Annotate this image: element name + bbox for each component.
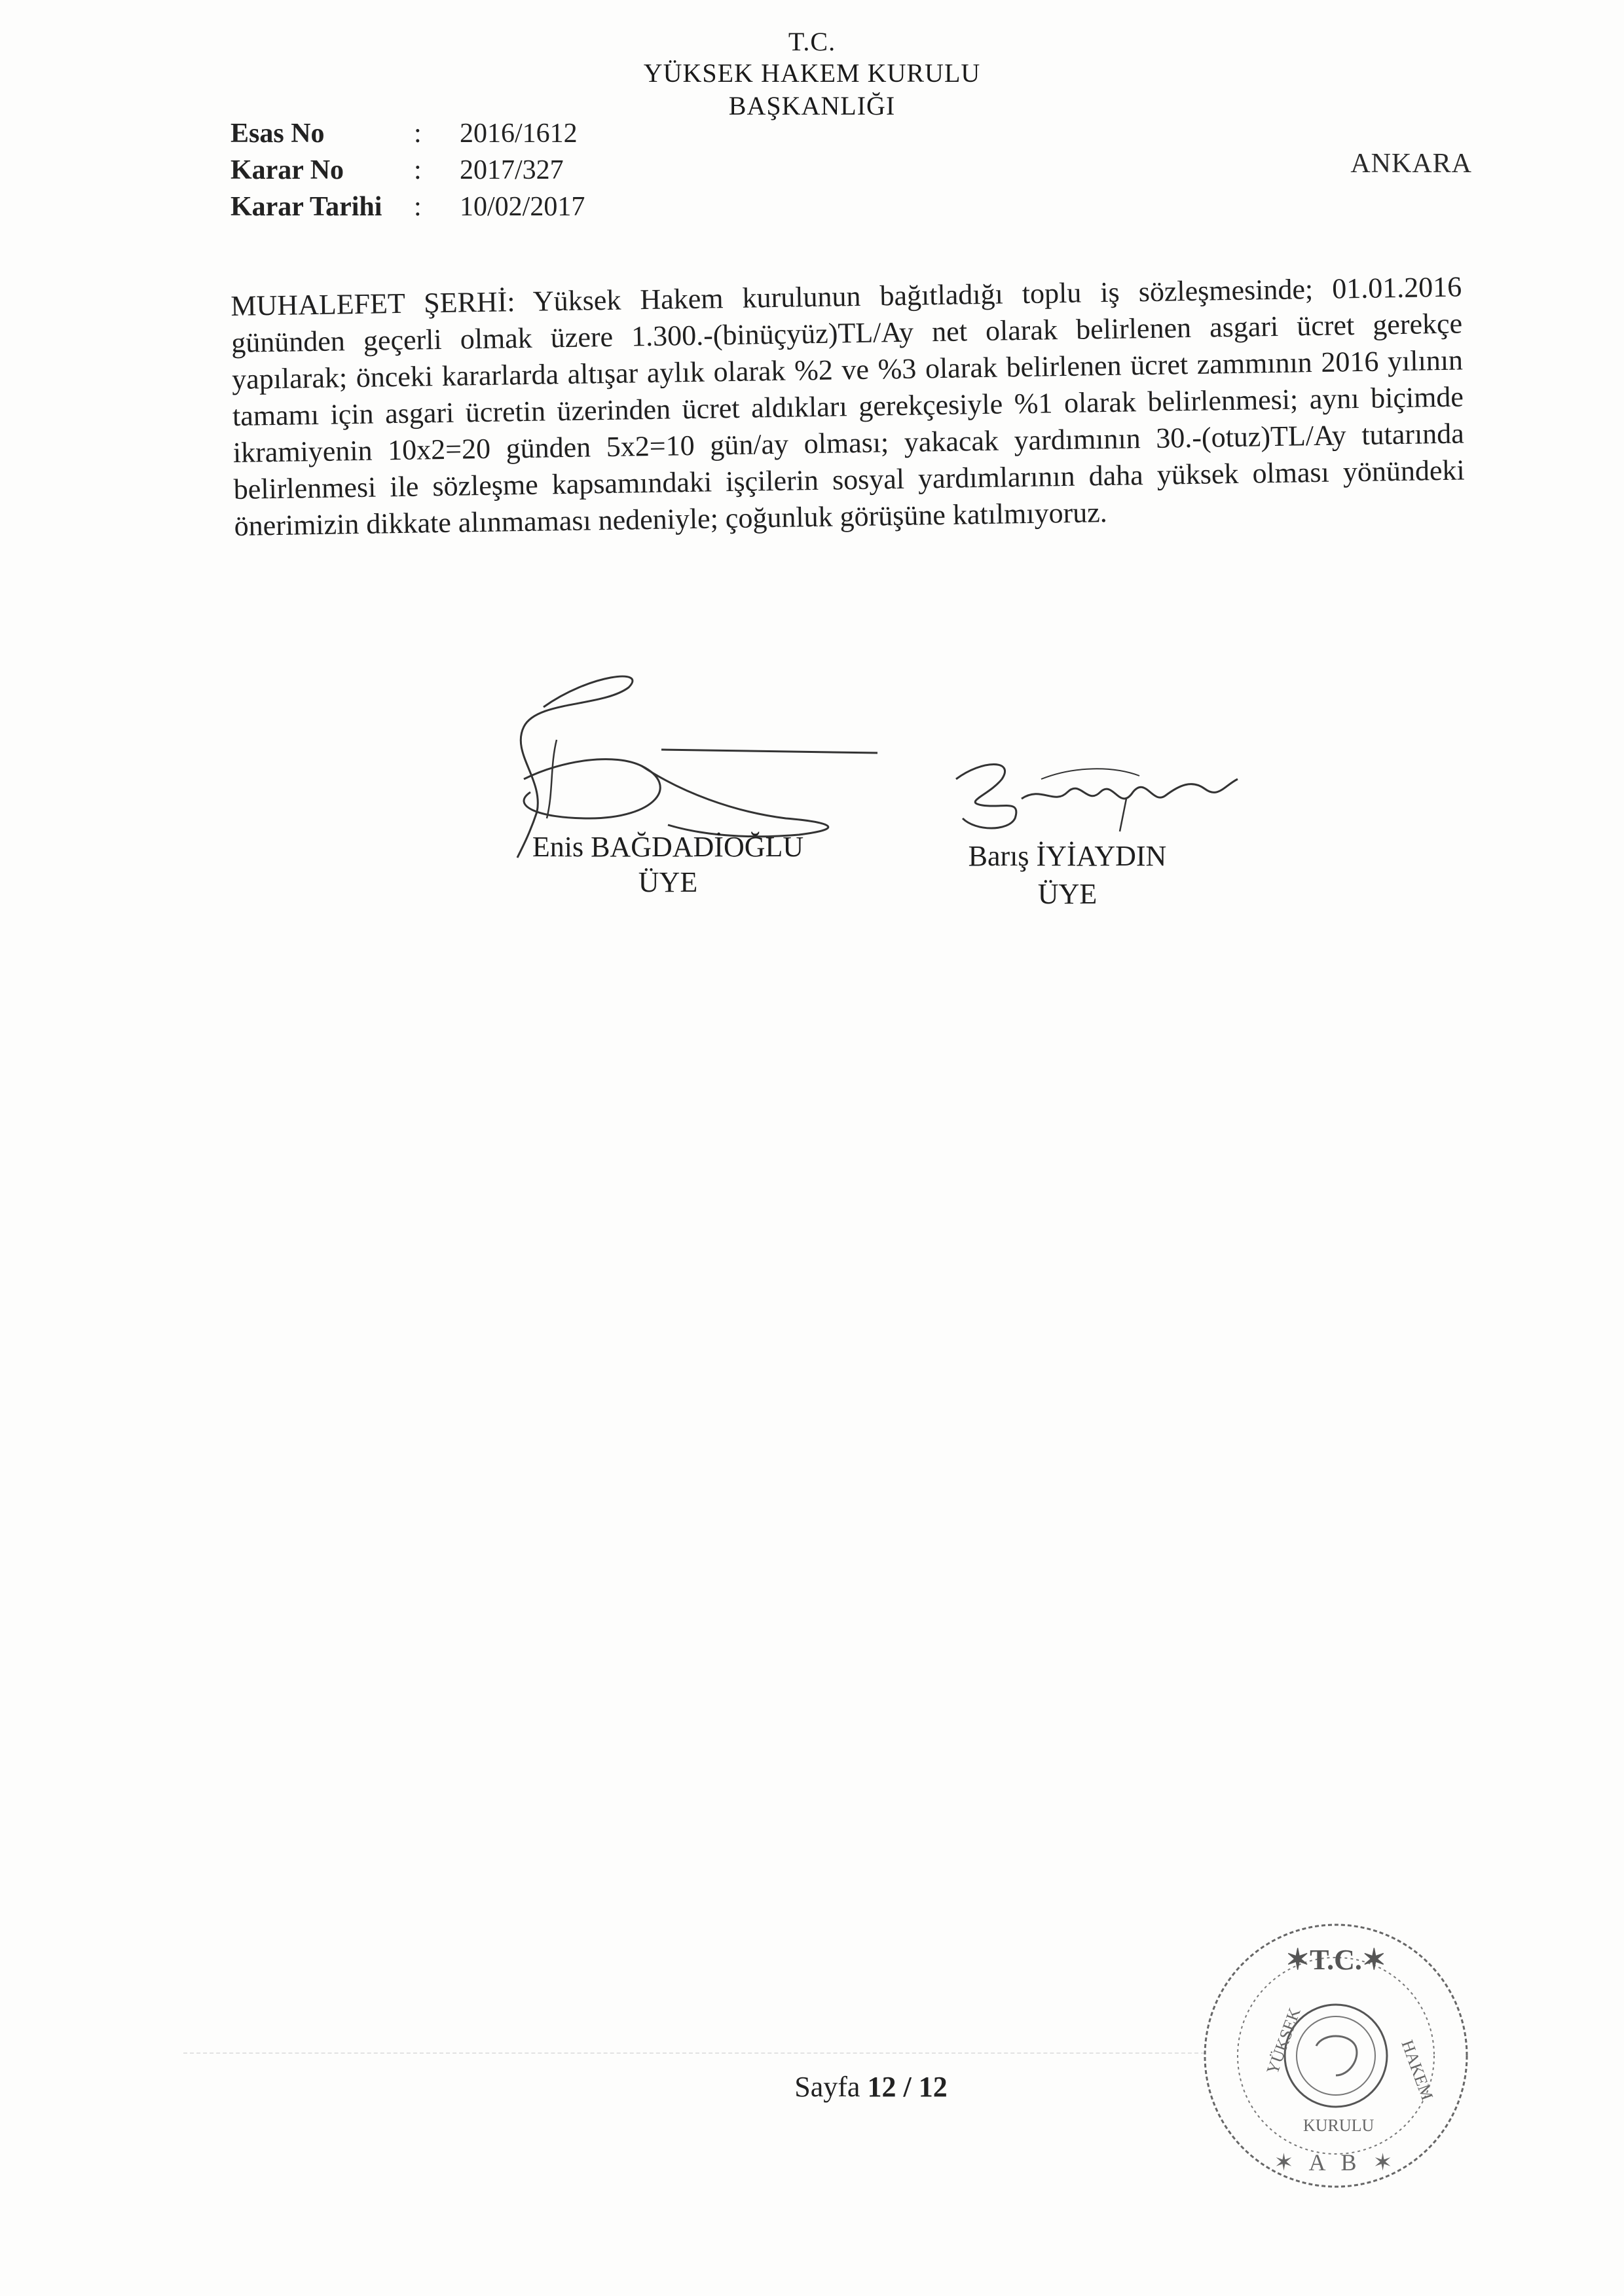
case-esas-row: [231, 118, 578, 149]
header-office: BAŞKANLIĞI: [728, 91, 896, 120]
esas-label: Esas No: [231, 118, 325, 149]
page-label: Sayfa: [794, 2071, 860, 2103]
page-footer: [707, 2070, 1035, 2104]
dissent-text: MUHALEFET ŞERHİ: Yüksek Hakem kurulunun bağıtladığı toplu iş sözleşmesinde; 01.01.2016 gününden geçerli olmak üzere 1.300.-(binüçyüz)TL/Ay net olarak belirlenen asgari ücret gerekçe yapılarak; önceki kararlarda altışar aylık olarak %2 ve %3 olarak belirlenen ücret zammının 2016 yılının tamamı için asgari ücretin üzerinden ücret aldıkları gerekçesiyle %1 olarak belirlenmesi; aynı biçimde ikramiyenin 10x2=20 günden 5x2=10 gün/ay olması; yakacak yardımının 30.-(otuz)TL/Ay tutarında belirlenmesi ile sözleşme kapsamındaki işçilerin sosyal yardımlarının daha yüksek olması yönündeki önerimizin dikkate alınmaması nedeniyle; çoğunluk görüşüne katılmıyoruz.: [231, 270, 1465, 542]
header-city: ANKARA: [1350, 149, 1472, 179]
signatory-1-name: Enis BAĞDADİOĞLU: [532, 831, 804, 863]
tarih-separator: :: [414, 192, 422, 222]
signatory-1-role: ÜYE: [638, 866, 698, 898]
karar-separator: :: [414, 155, 422, 185]
case-tarih-row: [231, 191, 585, 223]
footer-divider: [183, 2052, 1205, 2054]
signatory-2-role: ÜYE: [1037, 878, 1098, 910]
case-karar-row: [231, 155, 564, 186]
esas-separator: :: [414, 118, 422, 149]
svg-text:YÜKSEK: YÜKSEK: [1263, 2005, 1304, 2077]
header-institution: YÜKSEK HAKEM KURULU: [643, 58, 981, 88]
signature-baris-iyiaydin: [943, 740, 1244, 838]
header-country: T.C.: [788, 27, 836, 56]
page-current: 12: [867, 2071, 896, 2103]
svg-text:KURULU: KURULU: [1303, 2116, 1375, 2135]
tarih-label: Karar Tarihi: [231, 192, 382, 222]
karar-value: 2017/327: [460, 155, 564, 185]
svg-text:HAKEM: HAKEM: [1397, 2037, 1437, 2103]
tarih-value: 10/02/2017: [460, 192, 585, 222]
signatory-2-name: Barış İYİAYDIN: [968, 840, 1167, 872]
esas-value: 2016/1612: [460, 118, 578, 149]
page-total: 12: [918, 2071, 948, 2103]
official-seal-stamp: [1192, 1912, 1480, 2200]
page-separator: /: [903, 2071, 912, 2103]
karar-label: Karar No: [231, 155, 344, 185]
svg-text:✶T.C.✶: ✶T.C.✶: [1285, 1944, 1386, 1976]
svg-text:✶ A B ✶: ✶ A B ✶: [1274, 2149, 1398, 2176]
